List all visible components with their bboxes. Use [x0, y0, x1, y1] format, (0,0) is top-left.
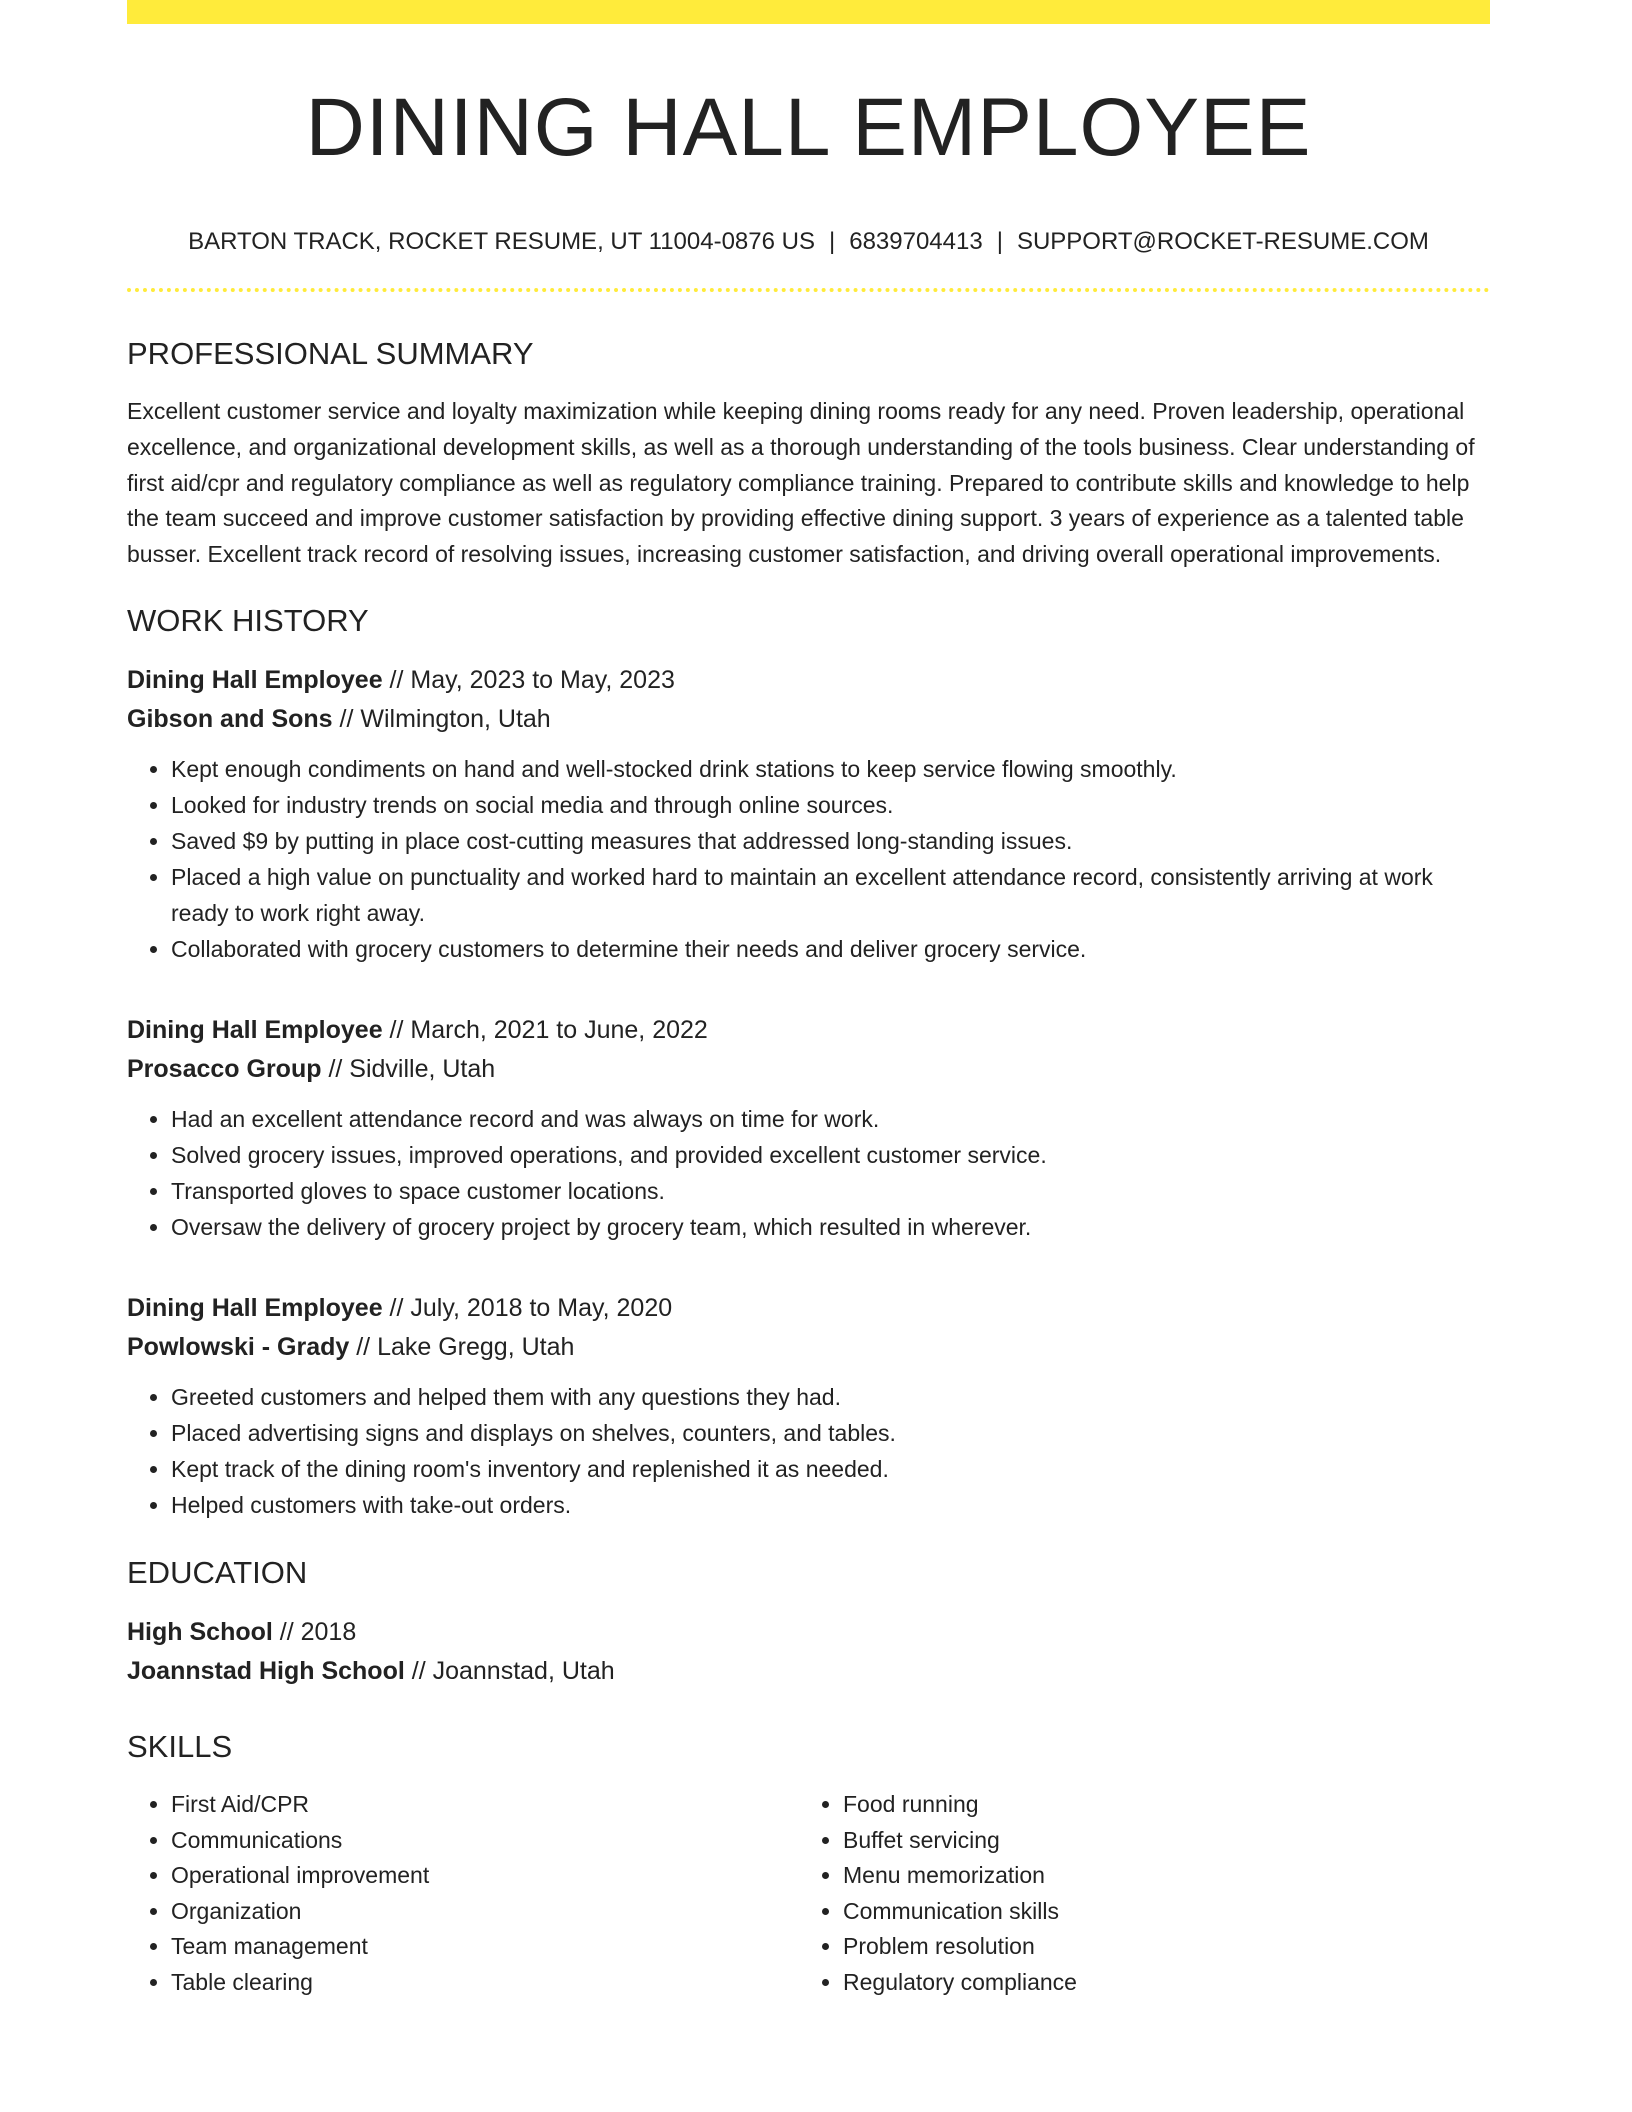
- education-year: // 2018: [272, 1617, 357, 1646]
- education-location: // Joannstad, Utah: [404, 1656, 615, 1685]
- divider: [127, 288, 1490, 292]
- education-school: Joannstad High School: [127, 1656, 405, 1685]
- job-title-line: [127, 661, 1490, 700]
- list-item: • Looked for industry trends on social media and through online sources.: [171, 787, 1490, 823]
- job-company-line: [127, 1050, 1490, 1089]
- job-entry: [127, 661, 1490, 967]
- list-item: • Table clearing: [171, 1965, 799, 2001]
- summary-text: Excellent customer service and loyalty maximization while keeping dining rooms ready for any need. Proven leadership, operational excellence, and organizational development skills, as well as a thorough understanding of the tools business. Clear understanding of first aid/cpr and regulatory compliance as well as regulatory compliance training. Prepared to contribute skills and knowledge to help the team succeed and improve customer satisfaction by providing effective dining support. 3 years of experience as a talented table busser. Excellent track record of resolving issues, increasing customer satisfaction, and driving overall operational improvements.: [127, 398, 1475, 568]
- list-item: • Communication skills: [843, 1894, 1471, 1930]
- section-title-skills: SKILLS: [127, 1728, 233, 1764]
- list-item: • Organization: [171, 1894, 799, 1930]
- job-location: // Wilmington, Utah: [332, 704, 551, 733]
- job-bullets: [127, 751, 1490, 967]
- list-item: • Placed a high value on punctuality and worked hard to maintain an excellent attendance record, consistently arriving at work ready to work right away.: [171, 859, 1490, 931]
- list-item: • Problem resolution: [843, 1929, 1471, 1965]
- job-company: Gibson and Sons: [127, 704, 333, 733]
- list-item: • Buffet servicing: [843, 1823, 1471, 1859]
- job-bullets: [127, 1379, 1490, 1523]
- list-item: • Collaborated with grocery customers to determine their needs and deliver grocery service.: [171, 931, 1490, 967]
- job-role: Dining Hall Employee: [127, 1015, 383, 1044]
- section-title-education: EDUCATION: [127, 1554, 308, 1590]
- job-company: Powlowski - Grady: [127, 1332, 350, 1361]
- list-item: • Communications: [171, 1823, 799, 1859]
- list-item: • Placed advertising signs and displays on shelves, counters, and tables.: [171, 1415, 1490, 1451]
- list-item: • Team management: [171, 1929, 799, 1965]
- education-degree: High School: [127, 1617, 273, 1646]
- contact-email: SUPPORT@ROCKET-RESUME.COM: [1016, 228, 1429, 255]
- skills-list-left: [127, 1787, 799, 2001]
- list-item: • Had an excellent attendance record and was always on time for work.: [171, 1101, 1490, 1137]
- job-entry: [127, 1011, 1490, 1245]
- list-item: • Greeted customers and helped them with any questions they had.: [171, 1379, 1490, 1415]
- job-title-line: [127, 1289, 1490, 1328]
- job-company: Prosacco Group: [127, 1054, 322, 1083]
- section-title-work-history: WORK HISTORY: [127, 602, 369, 638]
- contact-line: [127, 226, 1490, 258]
- job-role: Dining Hall Employee: [127, 1293, 383, 1322]
- list-item: • Menu memorization: [843, 1858, 1471, 1894]
- education-school-line: [127, 1652, 1490, 1691]
- job-company-line: [127, 700, 1490, 739]
- list-item: • Transported gloves to space customer locations.: [171, 1173, 1490, 1209]
- accent-bar: [127, 0, 1490, 24]
- list-item: • Food running: [843, 1787, 1471, 1823]
- contact-address: BARTON TRACK, ROCKET RESUME, UT 11004-0876 US: [188, 228, 815, 255]
- job-dates: // July, 2018 to May, 2020: [382, 1293, 673, 1322]
- job-location: // Sidville, Utah: [321, 1054, 496, 1083]
- job-title-line: [127, 1011, 1490, 1050]
- list-item: • Operational improvement: [171, 1858, 799, 1894]
- list-item: • Helped customers with take-out orders.: [171, 1487, 1490, 1523]
- job-entry: [127, 1289, 1490, 1523]
- list-item: • Kept enough condiments on hand and well-stocked drink stations to keep service flowing smoothly.: [171, 751, 1490, 787]
- job-dates: // March, 2021 to June, 2022: [382, 1015, 708, 1044]
- skills-columns: [127, 1787, 1490, 2001]
- job-dates: // May, 2023 to May, 2023: [382, 665, 675, 694]
- list-item: • Kept track of the dining room's inventory and replenished it as needed.: [171, 1451, 1490, 1487]
- contact-phone: 6839704413: [849, 228, 983, 255]
- skills-list-right: [799, 1787, 1471, 2001]
- job-company-line: [127, 1328, 1490, 1367]
- education-entry: [127, 1613, 1490, 1691]
- resume-page: [127, 0, 1490, 2001]
- list-item: • Solved grocery issues, improved operations, and provided excellent customer service.: [171, 1137, 1490, 1173]
- contact-separator: |: [996, 228, 1003, 255]
- list-item: • Regulatory compliance: [843, 1965, 1471, 2001]
- job-bullets: [127, 1101, 1490, 1245]
- education-degree-line: [127, 1613, 1490, 1652]
- section-title-summary: PROFESSIONAL SUMMARY: [127, 336, 534, 371]
- list-item: • Saved $9 by putting in place cost-cutting measures that addressed long-standing issues.: [171, 823, 1490, 859]
- contact-separator: |: [828, 228, 836, 255]
- job-role: Dining Hall Employee: [127, 665, 383, 694]
- list-item: • First Aid/CPR: [171, 1787, 799, 1823]
- job-location: // Lake Gregg, Utah: [349, 1332, 575, 1361]
- list-item: • Oversaw the delivery of grocery project by grocery team, which resulted in wherever.: [171, 1209, 1490, 1245]
- resume-name: DINING HALL EMPLOYEE: [305, 82, 1312, 173]
